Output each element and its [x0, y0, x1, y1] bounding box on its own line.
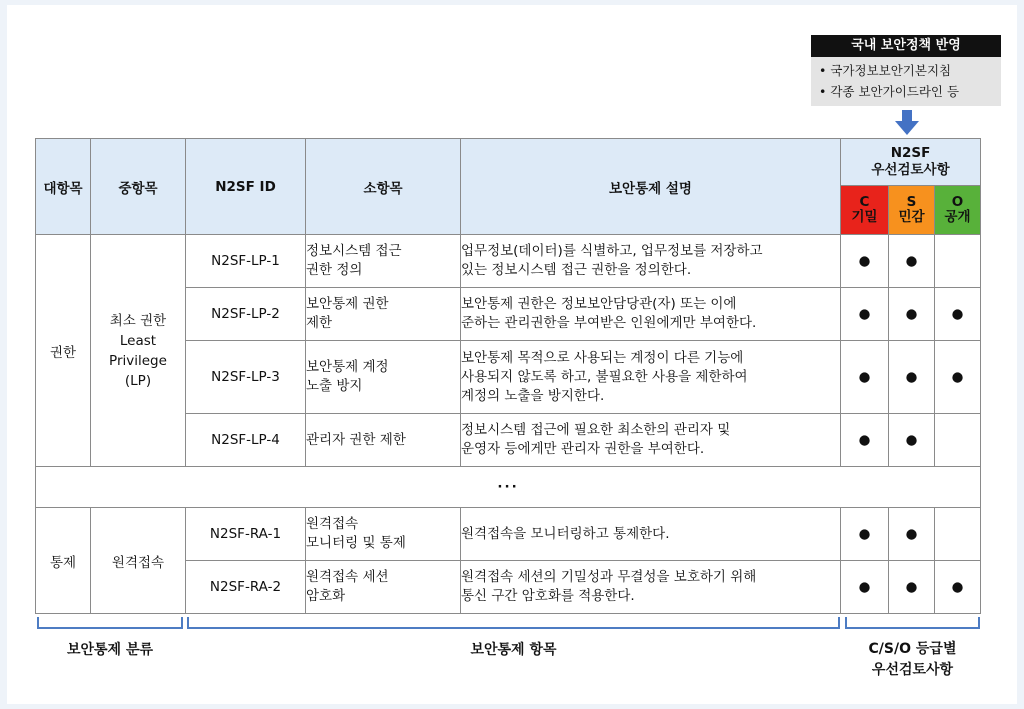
- down-arrow-icon: [895, 110, 919, 136]
- label-classification: 보안통제 분류: [66, 642, 154, 658]
- desc-cell: [461, 341, 841, 414]
- grade-s-letter: S: [906, 194, 917, 210]
- minor-line: 암호화: [306, 588, 346, 604]
- middle-cell: [91, 508, 186, 614]
- s-dot: ●: [889, 341, 935, 414]
- label-priority-line1: C/S/O 등급별: [868, 641, 957, 657]
- minor-cell: [306, 235, 461, 288]
- security-control-table: [35, 138, 981, 614]
- grade-s-label: 민감: [898, 209, 925, 225]
- desc-line: 원격접속을 모니터링하고 통제한다.: [461, 525, 670, 542]
- header-row: [36, 139, 981, 186]
- desc-line: 업무정보(데이터)를 식별하고, 업무정보를 저장하고: [461, 243, 763, 259]
- o-dot: [935, 414, 981, 467]
- minor-cell: [306, 414, 461, 467]
- desc-line: 정보시스템 접근에 필요한 최소한의 관리자 및: [461, 422, 731, 438]
- minor-line: 관리자 권한 제한: [306, 431, 406, 448]
- desc-cell: [461, 414, 841, 467]
- id-cell: N2SF-LP-2: [186, 288, 306, 341]
- id-cell: N2SF-LP-4: [186, 414, 306, 467]
- middle-line: 최소 권한: [109, 312, 167, 329]
- id-cell: N2SF-RA-2: [186, 561, 306, 614]
- s-dot: ●: [889, 414, 935, 467]
- minor-line: 보안통제 계정: [306, 359, 389, 375]
- minor-line: 원격접속 세션: [306, 569, 389, 585]
- major-cell: 통제: [36, 508, 91, 614]
- grade-c-letter: C: [859, 194, 870, 210]
- policy-item: • 국가정보보안기본지침: [819, 63, 952, 78]
- label-priority-line2: 우선검토사항: [871, 662, 954, 678]
- o-dot: ●: [935, 341, 981, 414]
- s-dot: ●: [889, 288, 935, 341]
- minor-line: 원격접속: [306, 516, 359, 532]
- o-dot: ●: [935, 288, 981, 341]
- middle-line: 원격접속: [111, 554, 165, 571]
- c-dot: ●: [841, 561, 889, 614]
- header-priority-line2: 우선검토사항: [871, 162, 950, 178]
- desc-line: 있는 정보시스템 접근 권한을 정의한다.: [461, 262, 692, 278]
- o-dot: [935, 508, 981, 561]
- minor-line: 권한 정의: [306, 262, 363, 278]
- desc-line: 통신 구간 암호화를 적용한다.: [461, 588, 635, 604]
- label-items: 보안통제 항목: [470, 642, 557, 658]
- bracket-classification: [37, 617, 183, 629]
- s-dot: ●: [889, 561, 935, 614]
- desc-line: 보안통제 권한은 정보보안담당관(자) 또는 이에: [461, 296, 737, 312]
- header-priority-line1: N2SF: [890, 145, 931, 161]
- c-dot: ●: [841, 341, 889, 414]
- ellipsis-row: [36, 467, 981, 508]
- id-cell: N2SF-RA-1: [186, 508, 306, 561]
- grade-s: [889, 186, 935, 235]
- ellipsis: ···: [36, 467, 981, 508]
- minor-cell: [306, 288, 461, 341]
- desc-cell: [461, 235, 841, 288]
- policy-box: [811, 35, 1001, 106]
- minor-line: 모니터링 및 통제: [306, 535, 406, 551]
- desc-line: 계정의 노출을 방지한다.: [461, 387, 605, 404]
- header-minor: 소항목: [306, 139, 461, 235]
- c-dot: ●: [841, 235, 889, 288]
- desc-cell: [461, 288, 841, 341]
- id-cell: N2SF-LP-1: [186, 235, 306, 288]
- header-desc: 보안통제 설명: [461, 139, 841, 235]
- minor-cell: [306, 341, 461, 414]
- policy-item: • 각종 보안가이드라인 등: [819, 84, 960, 99]
- middle-line: (LP): [124, 372, 152, 389]
- bracket-priority: [845, 617, 980, 629]
- desc-line: 보안통제 목적으로 사용되는 계정이 다른 기능에: [461, 349, 744, 366]
- header-major: 대항목: [36, 139, 91, 235]
- grade-c: [841, 186, 889, 235]
- desc-cell: [461, 561, 841, 614]
- table-row: [36, 508, 981, 561]
- grade-o-letter: O: [951, 194, 964, 210]
- grade-c-label: 기밀: [851, 209, 878, 225]
- header-id: N2SF ID: [186, 139, 306, 235]
- minor-line: 제한: [306, 315, 333, 331]
- id-cell: N2SF-LP-3: [186, 341, 306, 414]
- minor-line: 보안통제 권한: [306, 296, 389, 312]
- middle-cell: [91, 235, 186, 467]
- middle-line: Least: [119, 332, 157, 349]
- c-dot: ●: [841, 508, 889, 561]
- bracket-items: [187, 617, 840, 629]
- o-dot: ●: [935, 561, 981, 614]
- label-priority: [835, 639, 990, 681]
- header-priority: [841, 139, 981, 186]
- s-dot: ●: [889, 508, 935, 561]
- policy-title: 국내 보안정책 반영: [811, 35, 1001, 57]
- desc-line: 사용되지 않도록 하고, 불필요한 사용을 제한하여: [461, 368, 748, 385]
- desc-line: 운영자 등에게만 관리자 권한을 부여한다.: [461, 441, 705, 457]
- grade-o-label: 공개: [944, 209, 971, 225]
- minor-cell: [306, 561, 461, 614]
- c-dot: ●: [841, 288, 889, 341]
- minor-line: 정보시스템 접근: [306, 243, 402, 259]
- middle-line: Privilege: [109, 352, 167, 369]
- policy-list: [811, 57, 1001, 106]
- desc-line: 준하는 관리권한을 부여받은 인원에게만 부여한다.: [461, 315, 757, 331]
- o-dot: [935, 235, 981, 288]
- minor-line: 노출 방지: [306, 378, 363, 394]
- table-row: [36, 235, 981, 288]
- header-middle: 중항목: [91, 139, 186, 235]
- minor-cell: [306, 508, 461, 561]
- grade-o: [935, 186, 981, 235]
- major-cell: 권한: [36, 235, 91, 467]
- s-dot: ●: [889, 235, 935, 288]
- c-dot: ●: [841, 414, 889, 467]
- desc-cell: [461, 508, 841, 561]
- desc-line: 원격접속 세션의 기밀성과 무결성을 보호하기 위해: [461, 569, 757, 585]
